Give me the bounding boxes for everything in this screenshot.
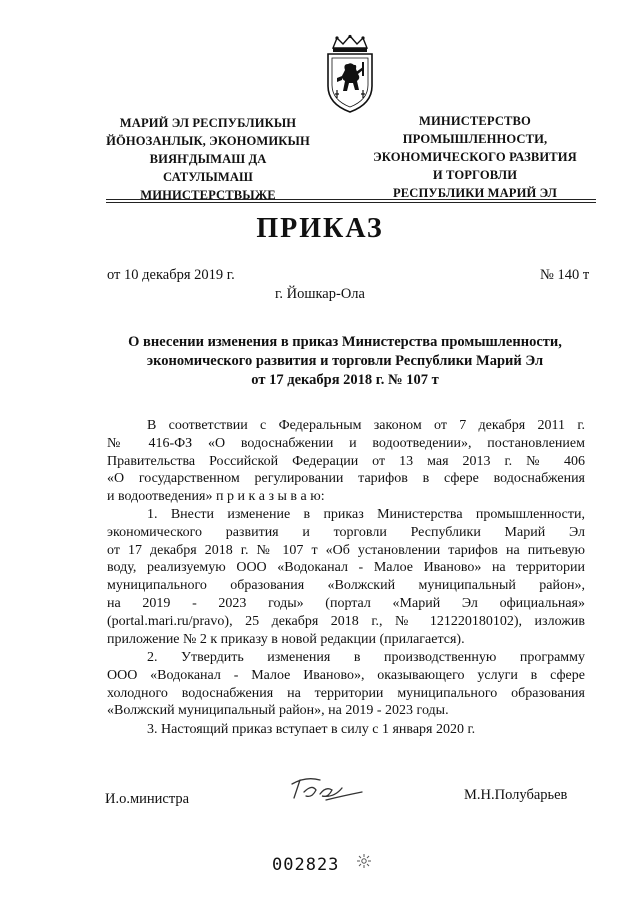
coat-of-arms-emblem [323, 34, 377, 114]
header-left-line: ВИЯҤДЫМАШ ДА [149, 152, 267, 166]
subject-line: от 17 декабря 2018 г. № 107 т [251, 372, 439, 388]
body-line: № 416-ФЗ «О водоснабжении и водоотведении», постановлением [107, 435, 585, 451]
body-line: воду, реализуемую ООО «Водоканал - Малое Иваново» на территории [107, 560, 585, 576]
document-date: от 10 декабря 2019 г. [107, 267, 235, 283]
body-line: Правительства Российской Федерации от 13 мая 2013 г. № 406 [107, 453, 585, 469]
signatory-name: М.Н.Полубарьев [464, 787, 568, 803]
document-city: г. Йошкар-Ола [275, 286, 365, 302]
header-left-line: МАРИЙ ЭЛ РЕСПУБЛИКЫН [119, 116, 297, 130]
asterisk-icon [356, 853, 372, 869]
body-line: от 17 декабря 2018 г. № 107 т «Об установлении тарифов на питьевую [107, 542, 585, 558]
serial-number: 002823 [272, 855, 340, 875]
header-left-line: САТУЛЫМАШ [163, 170, 253, 184]
body-paragraph-3 [107, 649, 585, 720]
body-line: и водоотведения» п р и к а з ы в а ю: [107, 489, 325, 505]
body-line: «Волжский муниципальный район», на 2019 - 2023 годы. [107, 703, 449, 719]
body-line: приложение № 2 к приказу в новой редакции (прилагается). [107, 631, 465, 647]
subject-line: экономического развития и торговли Республики Марий Эл [146, 353, 544, 369]
header-right-russian [356, 112, 594, 202]
header-right-line: ПРОМЫШЛЕННОСТИ, [402, 132, 548, 146]
body-paragraph-2 [107, 506, 585, 648]
body-line: 2. Утвердить изменения в производственную программу [147, 650, 585, 665]
header-right-line: И ТОРГОВЛИ [432, 168, 518, 182]
header-left-mari [96, 114, 320, 204]
body-line: муниципального образования «Волжский муниципальный район», [107, 578, 585, 594]
header-right-line: ЭКОНОМИЧЕСКОГО РАЗВИТИЯ [373, 150, 577, 164]
document-subject [100, 333, 590, 390]
body-line: ООО «Водоканал - Малое Иваново», оказывающего услуги в сфере [107, 667, 585, 683]
header-divider-thin [106, 202, 596, 203]
body-line: (portal.mari.ru/pravo), 25 декабря 2018 г., № 121220180102), изложив [107, 613, 585, 629]
subject-line: О внесении изменения в приказ Министерства промышленности, [128, 334, 562, 350]
header-left-line: МИНИСТЕРСТВЫЖЕ [140, 188, 276, 202]
body-line: В соответствии с Федеральным законом от 7 декабря 2011 г. [147, 418, 585, 433]
body-line: 3. Настоящий приказ вступает в силу с 1 января 2020 г. [147, 722, 476, 737]
document-number: № 140 т [540, 267, 590, 283]
signatory-role: И.о.министра [105, 791, 190, 807]
body-line: экономического развития и торговли Республики Марий Эл [107, 524, 585, 540]
handwritten-signature [286, 770, 366, 804]
document-title: ПРИКАЗ [256, 213, 384, 244]
body-line: 1. Внести изменение в приказ Министерства промышленности, [147, 507, 585, 522]
body-paragraph-1 [107, 417, 585, 506]
header-divider [106, 199, 596, 200]
header-left-line: ЙӦНОЗАНЛЫК, ЭКОНОМИКЫН [106, 134, 310, 148]
body-line: «О государственном регулировании тарифов в сфере водоснабжения [107, 471, 585, 487]
header-right-line: РЕСПУБЛИКИ МАРИЙ ЭЛ [393, 186, 557, 200]
header-right-line: МИНИСТЕРСТВО [419, 114, 531, 128]
body-paragraph-4 [107, 721, 585, 739]
body-line: холодного водоснабжения на территории муниципального образования [107, 685, 585, 701]
body-line: на 2019 - 2023 годы» (портал «Марий Эл официальная» [107, 595, 585, 611]
